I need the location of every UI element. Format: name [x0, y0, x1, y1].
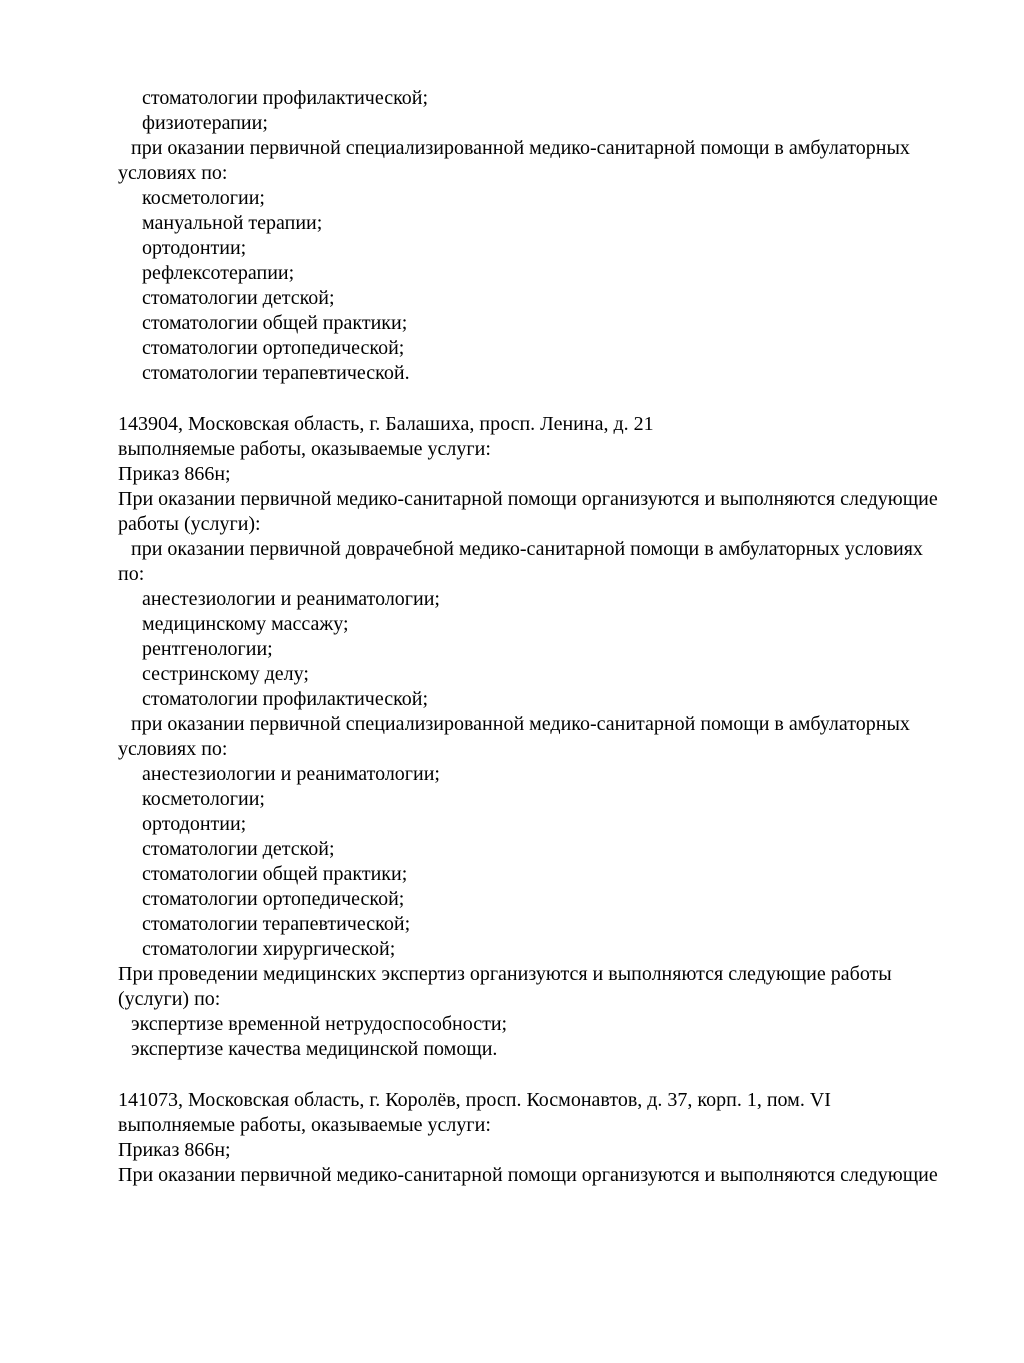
text-line: стоматологии общей практики; — [142, 863, 408, 885]
section-address-korolyov — [118, 1088, 964, 1188]
text-line: анестезиологии и реаниматологии; — [142, 763, 440, 785]
text-line: при оказании первичной специализированной медико-санитарной помощи в амбулаторных — [131, 713, 910, 735]
text-line: стоматологии профилактической; — [142, 688, 429, 710]
text-line: при оказании первичной доврачебной медико-санитарной помощи в амбулаторных условиях — [131, 538, 923, 560]
text-line: условиях по: — [118, 162, 228, 184]
text-line: рентгенологии; — [142, 638, 273, 660]
text-line: при оказании первичной специализированной медико-санитарной помощи в амбулаторных — [131, 137, 910, 159]
text-line: При проведении медицинских экспертиз организуются и выполняются следующие работы — [118, 963, 892, 985]
text-line: стоматологии хирургической; — [142, 938, 396, 960]
text-line: анестезиологии и реаниматологии; — [142, 588, 440, 610]
text-line: мануальной терапии; — [142, 212, 323, 234]
text-line: стоматологии ортопедической; — [142, 888, 405, 910]
text-line: выполняемые работы, оказываемые услуги: — [118, 438, 491, 460]
text-line: Приказ 866н; — [118, 1139, 231, 1161]
text-line: ортодонтии; — [142, 237, 247, 259]
text-line: При оказании первичной медико-санитарной помощи организуются и выполняются следующие — [118, 1164, 938, 1186]
text-line: стоматологии терапевтической. — [142, 362, 410, 384]
text-line: стоматологии профилактической; — [142, 87, 429, 109]
text-line: ортодонтии; — [142, 813, 247, 835]
text-line: стоматологии детской; — [142, 838, 335, 860]
text-line: 141073, Московская область, г. Королёв, просп. Космонавтов, д. 37, корп. 1, пом. VI — [118, 1089, 831, 1111]
text-line: физиотерапии; — [142, 112, 268, 134]
text-line: экспертизе качества медицинской помощи. — [131, 1038, 498, 1060]
text-line: экспертизе временной нетрудоспособности; — [131, 1013, 508, 1035]
section-services-list-continuation — [118, 86, 964, 386]
text-line: работы (услуги): — [118, 513, 261, 535]
text-line: рефлексотерапии; — [142, 262, 295, 284]
text-line: сестринскому делу; — [142, 663, 309, 685]
text-line: стоматологии терапевтической; — [142, 913, 411, 935]
text-line: косметологии; — [142, 187, 265, 209]
text-line: (услуги) по: — [118, 988, 221, 1010]
text-line: по: — [118, 563, 145, 585]
text-line: стоматологии детской; — [142, 287, 335, 309]
text-line: стоматологии общей практики; — [142, 312, 408, 334]
text-line: При оказании первичной медико-санитарной помощи организуются и выполняются следующие — [118, 488, 938, 510]
text-line: 143904, Московская область, г. Балашиха, просп. Ленина, д. 21 — [118, 413, 654, 435]
text-line: медицинскому массажу; — [142, 613, 349, 635]
text-line: косметологии; — [142, 788, 265, 810]
text-line: условиях по: — [118, 738, 228, 760]
text-line: выполняемые работы, оказываемые услуги: — [118, 1114, 491, 1136]
text-line: стоматологии ортопедической; — [142, 337, 405, 359]
section-address-balashikha — [118, 412, 964, 1062]
text-line: Приказ 866н; — [118, 463, 231, 485]
